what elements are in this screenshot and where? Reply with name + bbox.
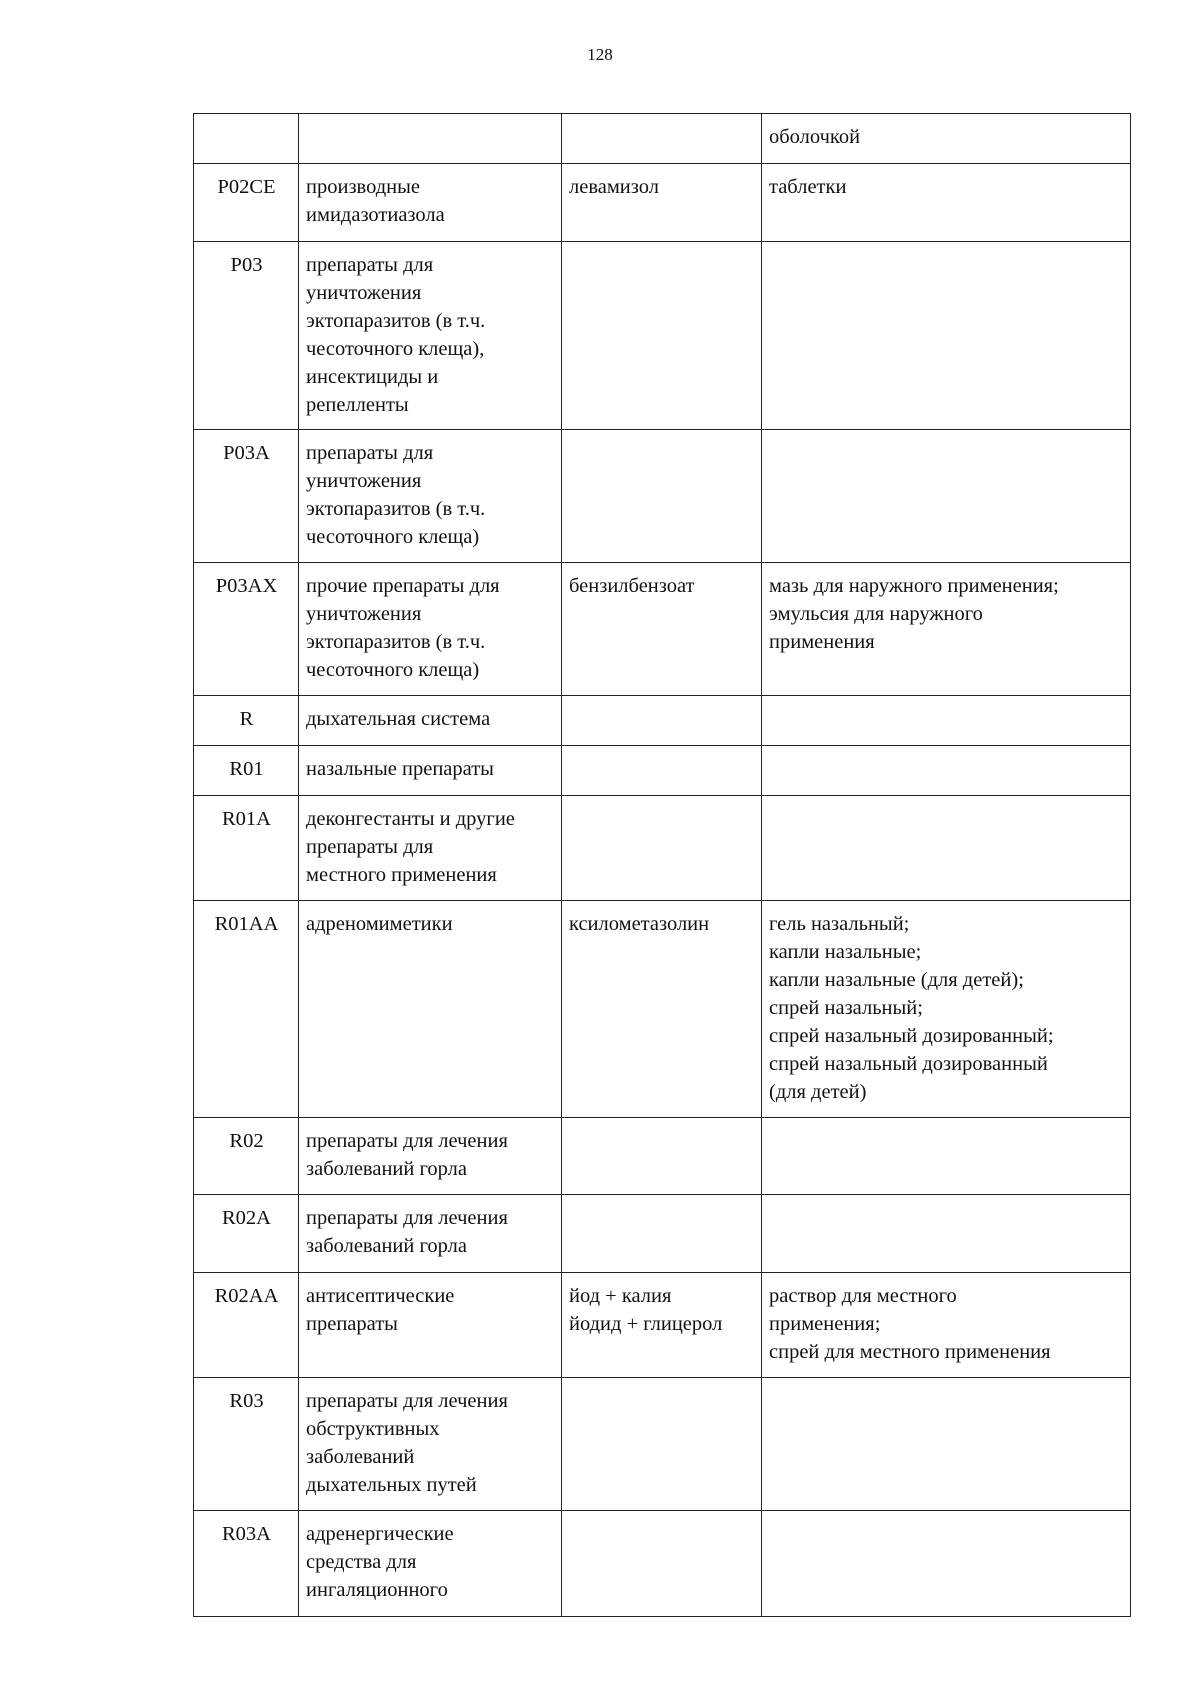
group-name: адреномиметики [299, 901, 562, 1118]
atc-code: R01 [194, 746, 299, 796]
table-row [194, 430, 1131, 563]
atc-code: R [194, 696, 299, 746]
drug-name [562, 114, 762, 164]
atc-code: R01A [194, 796, 299, 901]
dosage-form [762, 696, 1131, 746]
drug-name [562, 430, 762, 563]
group-name: антисептические препараты [299, 1273, 562, 1378]
atc-code: R03 [194, 1378, 299, 1511]
drug-name: йод + калия йодид + глицерол [562, 1273, 762, 1378]
atc-code: R02 [194, 1118, 299, 1195]
group-name: назальные препараты [299, 746, 562, 796]
dosage-form: оболочкой [762, 114, 1131, 164]
dosage-form [762, 1378, 1131, 1511]
dosage-form: раствор для местного применения; спрей для местного применения [762, 1273, 1131, 1378]
group-name: препараты для уничтожения эктопаразитов (в т.ч. чесоточного клеща), инсектициды и репелленты [299, 242, 562, 430]
atc-code: R02A [194, 1195, 299, 1273]
group-name: препараты для лечения обструктивных заболеваний дыхательных путей [299, 1378, 562, 1511]
table-row [194, 1118, 1131, 1195]
atc-code: P03 [194, 242, 299, 430]
atc-code [194, 114, 299, 164]
table-row [194, 746, 1131, 796]
group-name: производные имидазотиазола [299, 164, 562, 242]
table-row [194, 114, 1131, 164]
table-row [194, 563, 1131, 696]
drug-name [562, 796, 762, 901]
group-name: препараты для уничтожения эктопаразитов (в т.ч. чесоточного клеща) [299, 430, 562, 563]
atc-code: P03A [194, 430, 299, 563]
dosage-form [762, 430, 1131, 563]
drug-name [562, 746, 762, 796]
group-name: препараты для лечения заболеваний горла [299, 1118, 562, 1195]
drug-name: ксилометазолин [562, 901, 762, 1118]
atc-code: R02AA [194, 1273, 299, 1378]
group-name: адренергические средства для ингаляционного [299, 1511, 562, 1617]
table-row [194, 901, 1131, 1118]
drug-name [562, 1195, 762, 1273]
drug-name [562, 1378, 762, 1511]
group-name: прочие препараты для уничтожения эктопаразитов (в т.ч. чесоточного клеща) [299, 563, 562, 696]
drug-classification-table [193, 113, 1131, 1617]
table-row [194, 1378, 1131, 1511]
dosage-form [762, 1118, 1131, 1195]
atc-code: R01AA [194, 901, 299, 1118]
table-row [194, 796, 1131, 901]
group-name: деконгестанты и другие препараты для местного применения [299, 796, 562, 901]
page-number: 128 [587, 45, 613, 64]
group-name [299, 114, 562, 164]
dosage-form: таблетки [762, 164, 1131, 242]
atc-code: P03AX [194, 563, 299, 696]
atc-code: P02CE [194, 164, 299, 242]
dosage-form: гель назальный; капли назальные; капли назальные (для детей); спрей назальный; спрей назальный дозированный; спрей назальный дозированный (для детей) [762, 901, 1131, 1118]
table-row [194, 696, 1131, 746]
drug-name [562, 696, 762, 746]
dosage-form [762, 242, 1131, 430]
table-row [194, 1273, 1131, 1378]
drug-name: левамизол [562, 164, 762, 242]
table-row [194, 242, 1131, 430]
drug-name [562, 1118, 762, 1195]
drug-name [562, 242, 762, 430]
drug-name: бензилбензоат [562, 563, 762, 696]
dosage-form [762, 1511, 1131, 1617]
table-row [194, 164, 1131, 242]
dosage-form: мазь для наружного применения; эмульсия для наружного применения [762, 563, 1131, 696]
dosage-form [762, 1195, 1131, 1273]
dosage-form [762, 796, 1131, 901]
group-name: дыхательная система [299, 696, 562, 746]
dosage-form [762, 746, 1131, 796]
atc-code: R03A [194, 1511, 299, 1617]
group-name: препараты для лечения заболеваний горла [299, 1195, 562, 1273]
drug-name [562, 1511, 762, 1617]
table-row [194, 1195, 1131, 1273]
table-row [194, 1511, 1131, 1617]
